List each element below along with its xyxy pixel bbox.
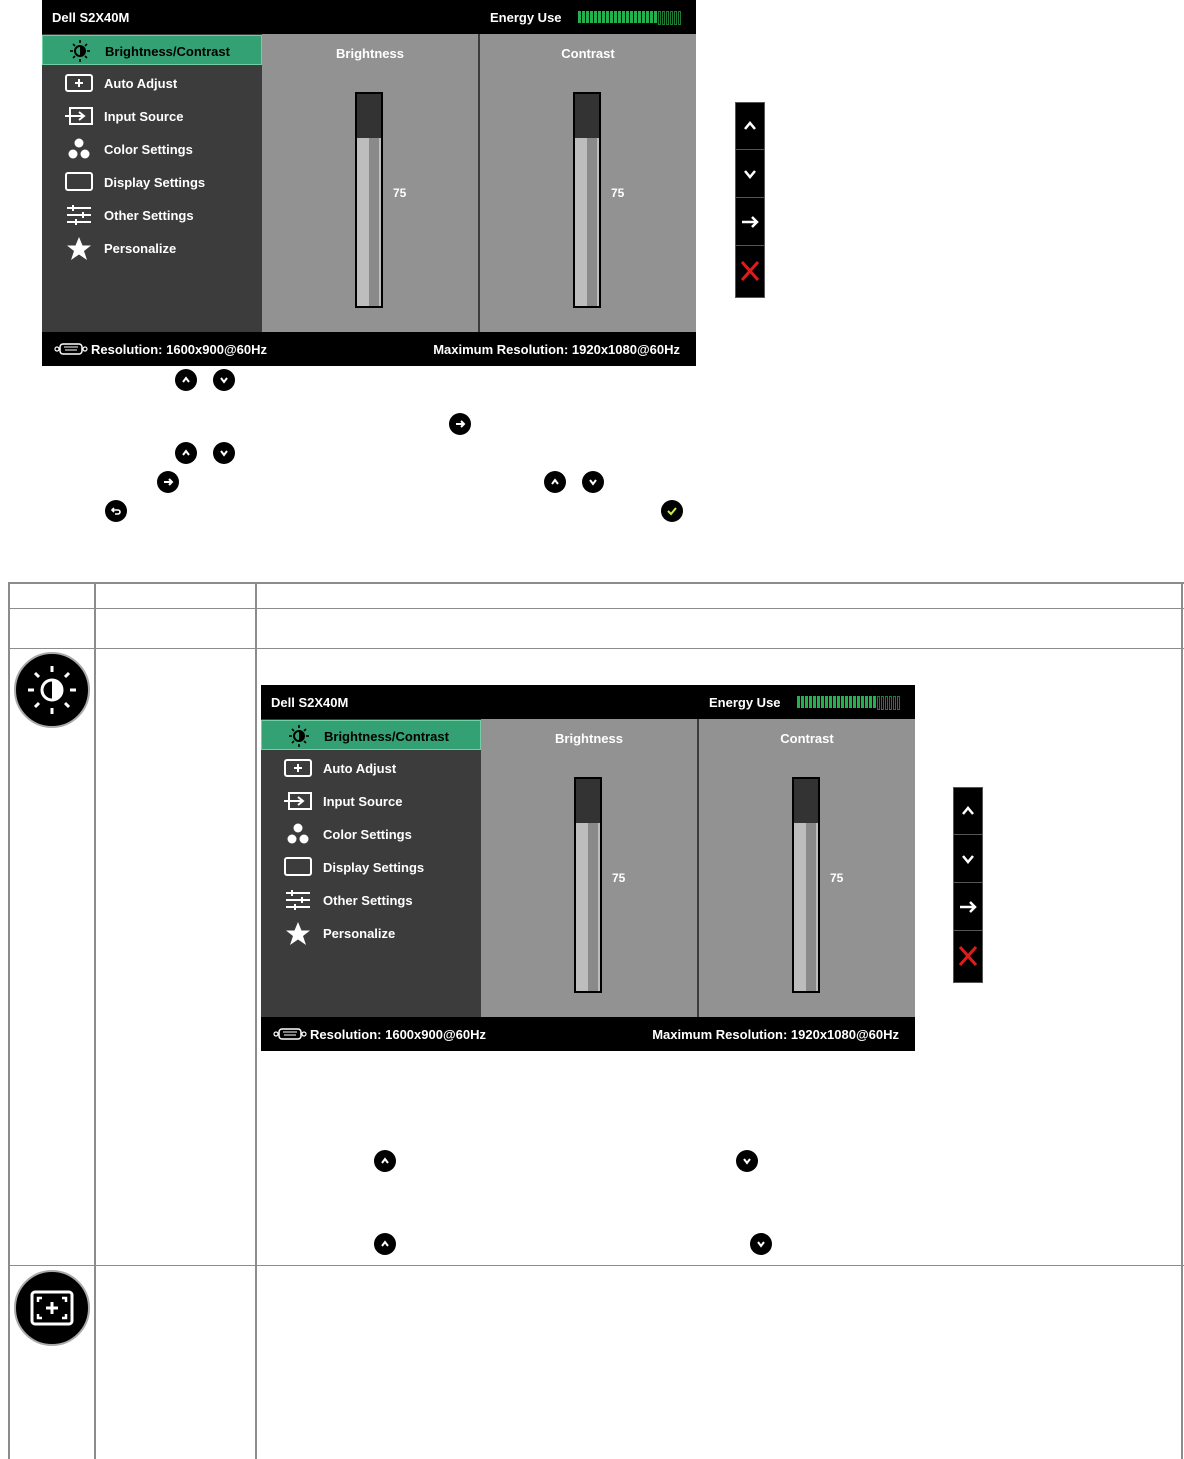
- up-arrow-button[interactable]: [736, 103, 764, 150]
- menu-item-label: Brightness/Contrast: [324, 729, 449, 744]
- menu-item-brightness-contrast[interactable]: [42, 35, 262, 65]
- up-button-icon: [175, 369, 197, 391]
- osd-header: [261, 685, 915, 719]
- contrast-slider[interactable]: [792, 777, 820, 993]
- contrast-title: Contrast: [561, 46, 615, 61]
- right-arrow-button[interactable]: [736, 199, 764, 246]
- osd-footer: [261, 1017, 915, 1051]
- energy-meter: [578, 11, 681, 23]
- vga-connector-icon: [273, 1028, 307, 1040]
- input-source-icon: [64, 105, 94, 127]
- current-resolution: Resolution: 1600x900@60Hz: [91, 342, 267, 357]
- menu-item-input-source[interactable]: [42, 101, 262, 131]
- other-settings-icon: [283, 889, 313, 911]
- down-button-icon: [750, 1233, 772, 1255]
- monitor-model: Dell S2X40M: [52, 10, 130, 25]
- osd-screenshot-1: [42, 0, 696, 366]
- down-button-icon: [213, 442, 235, 464]
- menu-item-label: Input Source: [104, 109, 184, 124]
- menu-item-color-settings[interactable]: [42, 134, 262, 164]
- brightness-slider[interactable]: [355, 92, 383, 308]
- menu-item-label: Color Settings: [323, 827, 412, 842]
- slider-empty: [357, 94, 381, 138]
- monitor-button-bar-1: [735, 102, 765, 298]
- color-settings-icon: [64, 138, 94, 160]
- max-resolution: Maximum Resolution: 1920x1080@60Hz: [652, 1027, 899, 1042]
- contrast-panel: [480, 34, 696, 332]
- osd-menu: [42, 34, 262, 332]
- check-button-icon: [661, 500, 683, 522]
- menu-item-label: Personalize: [104, 241, 177, 256]
- brightness-contrast-icon: [14, 652, 90, 728]
- brightness-title: Brightness: [336, 46, 404, 61]
- close-x-button[interactable]: [954, 932, 982, 978]
- right-button-icon: [157, 471, 179, 493]
- osd-header: [42, 0, 696, 34]
- down-button-icon: [213, 369, 235, 391]
- up-arrow-button[interactable]: [954, 788, 982, 835]
- back-button-icon: [105, 500, 127, 522]
- osd-screenshot-2: [261, 685, 915, 1051]
- input-source-icon: [283, 790, 313, 812]
- osd-footer: [42, 332, 696, 366]
- menu-item-label: Display Settings: [104, 175, 206, 190]
- contrast-panel: [699, 719, 915, 1017]
- auto-adjust-icon: [283, 757, 313, 779]
- menu-item-label: Other Settings: [323, 893, 413, 908]
- menu-item-personalize[interactable]: [261, 918, 481, 948]
- down-button-icon: [736, 1150, 758, 1172]
- down-arrow-button[interactable]: [954, 836, 982, 883]
- menu-item-label: Auto Adjust: [323, 761, 397, 776]
- menu-item-label: Color Settings: [104, 142, 193, 157]
- auto-adjust-icon: [14, 1270, 90, 1346]
- contrast-slider[interactable]: [573, 92, 601, 308]
- other-settings-icon: [64, 204, 94, 226]
- monitor-button-bar-2: [953, 787, 983, 983]
- close-x-button[interactable]: [736, 247, 764, 293]
- up-button-icon: [544, 471, 566, 493]
- right-arrow-button[interactable]: [954, 884, 982, 931]
- right-button-icon: [449, 413, 471, 435]
- brightness-title: Brightness: [555, 731, 623, 746]
- energy-use-label: Energy Use: [709, 695, 781, 710]
- brightness-panel: [262, 34, 478, 332]
- monitor-model: Dell S2X40M: [271, 695, 349, 710]
- energy-meter: [797, 696, 900, 708]
- menu-item-label: Display Settings: [323, 860, 425, 875]
- brightness-slider[interactable]: [574, 777, 602, 993]
- brightness-value: 75: [393, 186, 407, 200]
- menu-item-label: Other Settings: [104, 208, 194, 223]
- menu-item-color-settings[interactable]: [261, 819, 481, 849]
- auto-adjust-icon: [64, 72, 94, 94]
- energy-use-label: Energy Use: [490, 10, 562, 25]
- menu-item-other-settings[interactable]: [42, 200, 262, 230]
- contrast-title: Contrast: [780, 731, 834, 746]
- menu-item-label: Input Source: [323, 794, 403, 809]
- contrast-value: 75: [611, 186, 625, 200]
- menu-item-label: Personalize: [323, 926, 396, 941]
- menu-item-label: Brightness/Contrast: [105, 44, 230, 59]
- down-arrow-button[interactable]: [736, 151, 764, 198]
- menu-item-display-settings[interactable]: [42, 167, 262, 197]
- menu-item-display-settings[interactable]: [261, 852, 481, 882]
- menu-item-label: Auto Adjust: [104, 76, 178, 91]
- menu-item-auto-adjust[interactable]: [42, 68, 262, 98]
- osd-menu: [261, 719, 481, 1017]
- color-settings-icon: [283, 823, 313, 845]
- slider-empty: [576, 779, 600, 823]
- menu-item-input-source[interactable]: [261, 786, 481, 816]
- menu-item-brightness-contrast[interactable]: [261, 720, 481, 750]
- current-resolution: Resolution: 1600x900@60Hz: [310, 1027, 486, 1042]
- star-icon: [283, 922, 313, 944]
- max-resolution: Maximum Resolution: 1920x1080@60Hz: [433, 342, 680, 357]
- down-button-icon: [582, 471, 604, 493]
- brightness-icon: [284, 725, 314, 747]
- star-icon: [64, 237, 94, 259]
- contrast-value: 75: [830, 871, 844, 885]
- display-settings-icon: [283, 856, 313, 878]
- slider-empty: [575, 94, 599, 138]
- slider-empty: [794, 779, 818, 823]
- display-settings-icon: [64, 171, 94, 193]
- up-button-icon: [175, 442, 197, 464]
- brightness-icon: [65, 40, 95, 62]
- menu-item-other-settings[interactable]: [261, 885, 481, 915]
- brightness-panel: [481, 719, 697, 1017]
- vga-connector-icon: [54, 343, 88, 355]
- menu-item-auto-adjust[interactable]: [261, 753, 481, 783]
- up-button-icon: [374, 1233, 396, 1255]
- menu-item-personalize[interactable]: [42, 233, 262, 263]
- brightness-value: 75: [612, 871, 626, 885]
- up-button-icon: [374, 1150, 396, 1172]
